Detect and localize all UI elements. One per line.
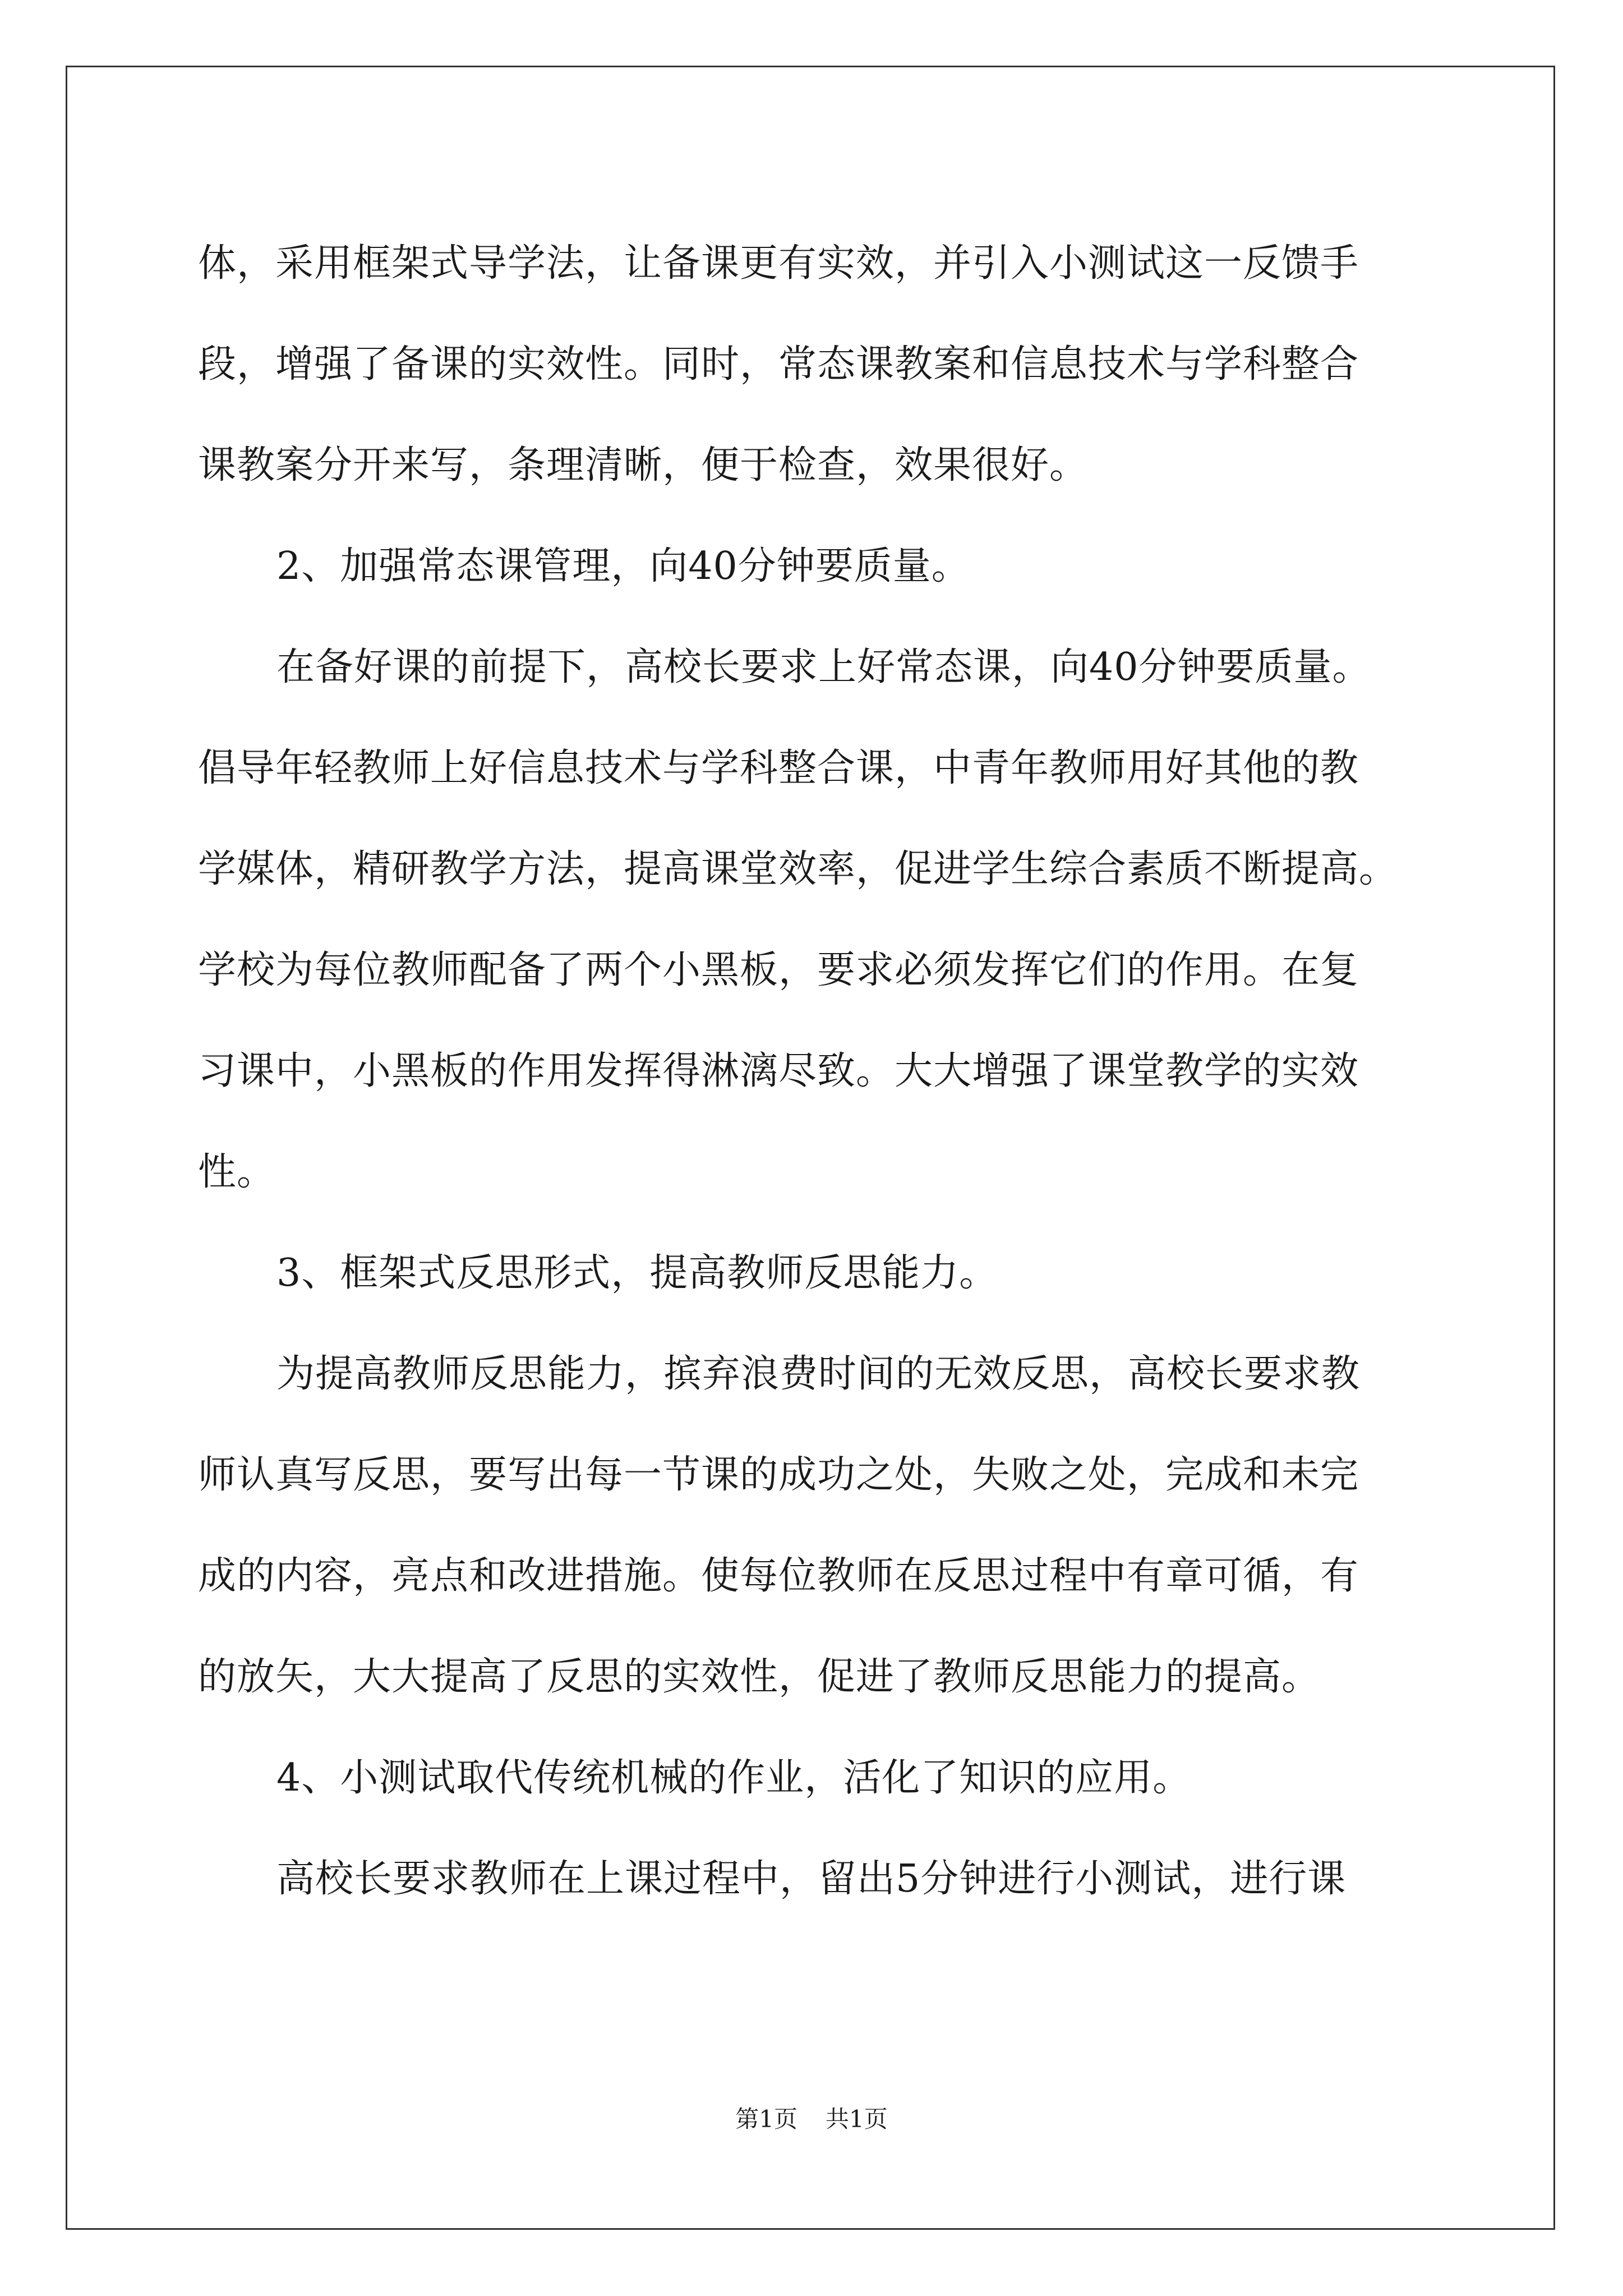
text-line: 性。 — [198, 1150, 276, 1194]
text-line: 学媒体，精研教学方法，提高课堂效率，促进学生综合素质不断提高。 — [198, 847, 1398, 891]
text-line: 学校为每位教师配备了两个小黑板，要求必须发挥它们的作用。在复 — [198, 948, 1359, 992]
section-heading: 2、加强常态课管理，向40分钟要质量。 — [276, 544, 970, 588]
text-line: 成的内容，亮点和改进措施。使每位教师在反思过程中有章可循，有 — [198, 1554, 1359, 1598]
page-count: 共1页 — [826, 2105, 888, 2133]
text-line: 习课中，小黑板的作用发挥得淋漓尽致。大大增强了课堂教学的实效 — [198, 1049, 1359, 1093]
section-heading: 4、小测试取代传统机械的作业，活化了知识的应用。 — [276, 1756, 1192, 1800]
page-number: 第1页 — [735, 2105, 797, 2133]
text-line: 体，采用框架式导学法，让备课更有实效，并引入小测试这一反馈手 — [198, 241, 1359, 286]
text-line: 段，增强了备课的实效性。同时，常态课教案和信息技术与学科整合 — [198, 342, 1359, 386]
paragraph-start: 高校长要求教师在上课过程中，留出5分钟进行小测试，进行课 — [276, 1857, 1347, 1901]
text-line: 师认真写反思，要写出每一节课的成功之处，失败之处，完成和未完 — [198, 1453, 1359, 1497]
paragraph-start: 在备好课的前提下，高校长要求上好常态课，向40分钟要质量。 — [276, 645, 1371, 689]
document-body — [198, 213, 1432, 1930]
text-line: 课教案分开来写，条理清晰，便于检查，效果很好。 — [198, 443, 1089, 487]
text-line: 的放矢，大大提高了反思的实效性，促进了教师反思能力的提高。 — [198, 1655, 1321, 1699]
text-line: 倡导年轻教师上好信息技术与学科整合课，中青年教师用好其他的教 — [198, 746, 1359, 790]
page-footer — [0, 2102, 1623, 2136]
section-heading: 3、框架式反思形式，提高教师反思能力。 — [276, 1251, 998, 1295]
paragraph-start: 为提高教师反思能力，摈弃浪费时间的无效反思，高校长要求教 — [276, 1352, 1361, 1396]
